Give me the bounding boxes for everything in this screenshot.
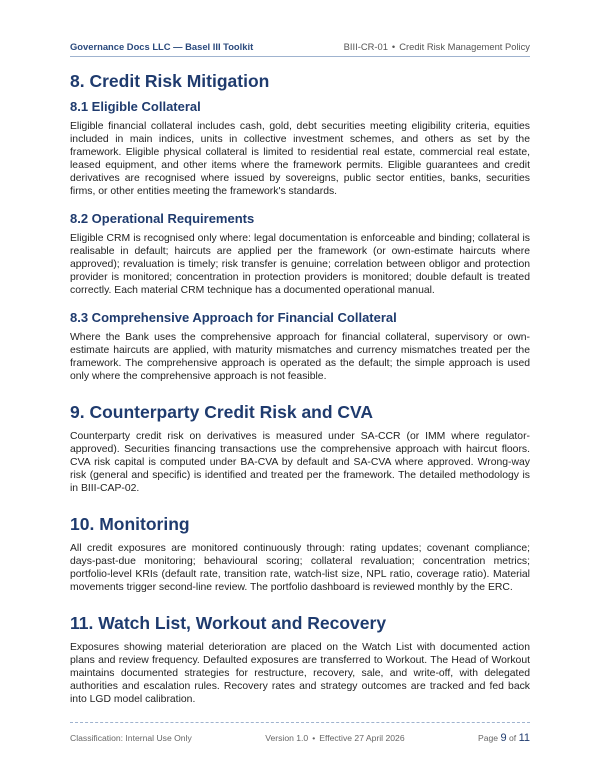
subsection-8-3-heading: 8.3 Comprehensive Approach for Financial Collateral <box>70 310 397 325</box>
footer-version: Version 1.0 <box>265 733 309 743</box>
section-9-body: Counterparty credit risk on derivatives is measured under SA-CCR (or IMM where regulator-approved). Securities financing transactions use the comprehensive approach with haircut floors. CVA risk capital is computed under BA-CVA by default and SA-CVA where approved. Wrong-way risk (general and specific) is identified and treated per the framework. The detailed methodology is in BIII-CAP-02. <box>70 431 530 494</box>
section-10-body: All credit exposures are monitored continuously through: rating updates; covenant compliance; days-past-due monitoring; behavioural scoring; collateral revaluation; concentration metrics; portfolio-level KRIs (default rate, transition rate, watch-list size, NPL ratio, coverage ratio). Material movements trigger second-line review. The portfolio dashboard is reviewed monthly by the ERC. <box>70 543 530 593</box>
subsection-8-3 <box>70 310 530 383</box>
subsection-8-1-body: Eligible financial collateral includes cash, gold, debt securities meeting eligibility criteria, equities included in main indices, units in collective investment schemes, and others as set by the framework. Eligible physical collateral is limited to residential real estate, commercial real estate, leased equipment, and other items where the framework permits. Eligible guarantees and credit derivatives are recognised where issued by sovereigns, public sector entities, banks, securities firms, or other entities meeting the framework's standards. <box>70 121 530 197</box>
footer-separator: • <box>312 733 316 743</box>
footer-page-label: Page <box>478 733 499 743</box>
section-9-heading: 9. Counterparty Credit Risk and CVA <box>70 402 374 422</box>
section-8 <box>70 70 530 383</box>
section-11 <box>70 612 530 706</box>
section-10 <box>70 513 530 594</box>
document-body <box>70 70 530 724</box>
header-doc-title: Credit Risk Management Policy <box>399 41 530 52</box>
subsection-8-1-heading: 8.1 Eligible Collateral <box>70 99 201 114</box>
section-11-heading: 11. Watch List, Workout and Recovery <box>70 613 387 633</box>
footer-effective-date: Effective 27 April 2026 <box>319 733 405 743</box>
subsection-8-1 <box>70 99 530 198</box>
footer-classification: Classification: Internal Use Only <box>70 733 192 743</box>
section-9 <box>70 401 530 495</box>
header-separator: • <box>391 41 396 52</box>
subsection-8-3-body: Where the Bank uses the comprehensive approach for financial collateral, supervisory or own-estimate haircuts are applied, with maturity mismatches and currency mismatches treated per the framework. The comprehensive approach is operated as the default; the simple approach is used only where the comprehensive approach is not feasible. <box>70 332 530 382</box>
header-doc-info <box>344 41 530 52</box>
subsection-8-2 <box>70 211 530 297</box>
footer-page-total: 11 <box>518 732 530 744</box>
header-doc-id: BIII-CR-01 <box>343 41 388 52</box>
section-10-heading: 10. Monitoring <box>70 514 190 534</box>
footer-version-info <box>265 733 404 743</box>
subsection-8-2-body: Eligible CRM is recognised only where: legal documentation is enforceable and binding; collateral is realisable in default; haircuts are applied per the framework (or own-estimate haircuts where approved); revaluation is timely; risk transfer is genuine; correlation between obligor and protection provider is monitored; concentration in protection providers is monitored; double default is treated correctly. Each material CRM technique has a documented operational manual. <box>70 233 530 296</box>
footer-page-of: of <box>509 733 517 743</box>
subsection-8-2-heading: 8.2 Operational Requirements <box>70 211 255 226</box>
footer-page-current: 9 <box>500 732 507 744</box>
header-org-title: Governance Docs LLC — Basel III Toolkit <box>70 41 254 52</box>
section-11-body: Exposures showing material deterioration are placed on the Watch List with documented action plans and review frequency. Defaulted exposures are transferred to Workout. The Head of Workout maintains documented strategies for restructure, recovery, sale, and write-off, with delegated authorities and escalation rules. Recovery rates and strategy outcomes are tracked and fed back into LGD model calibration. <box>70 642 530 705</box>
page-header <box>70 34 530 57</box>
footer-page-number <box>478 732 530 744</box>
section-8-heading: 8. Credit Risk Mitigation <box>70 71 270 91</box>
page-footer <box>70 722 530 744</box>
